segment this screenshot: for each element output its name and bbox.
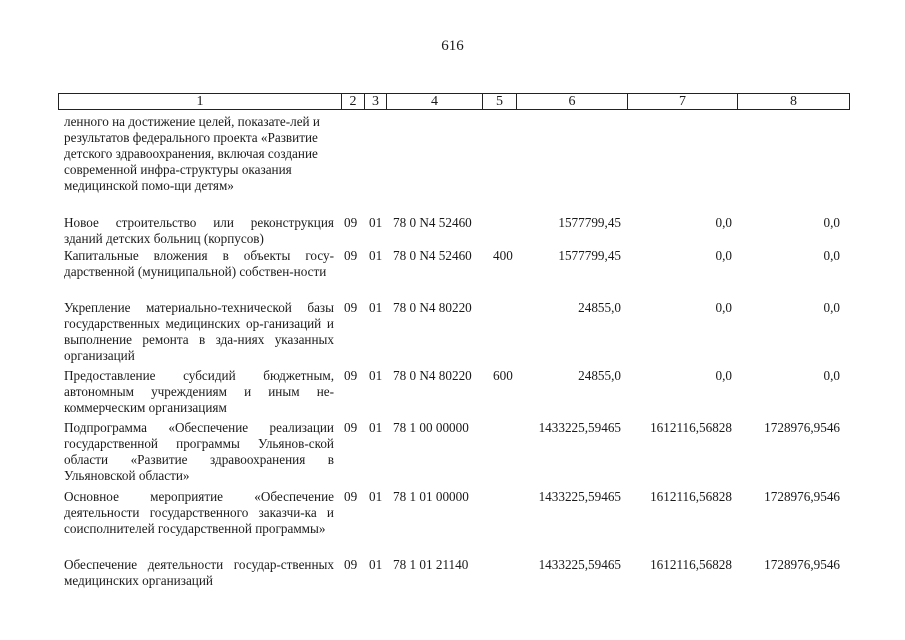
row-target-code: 78 0 N4 80220: [393, 300, 472, 315]
header-col-6: 6: [517, 94, 628, 109]
row-subsection: 01: [369, 489, 383, 504]
row-amount-col7: 1612116,56828: [650, 489, 732, 504]
row-subsection: 01: [369, 368, 383, 383]
table-row: [64, 300, 854, 368]
row-amount-col7: 0,0: [715, 248, 732, 263]
row-amount-col7: 0,0: [715, 368, 732, 383]
row-target-code: 78 0 N4 80220: [393, 368, 472, 383]
row-amount-col8: 0,0: [823, 248, 840, 263]
table-row: [64, 114, 854, 215]
table-row: [64, 248, 854, 300]
row-name: Предоставление субсидий бюджетным, автономным учреждениям и иным не-коммерческим организациям: [64, 368, 334, 415]
header-col-1: 1: [59, 94, 342, 109]
row-target-code: 78 1 00 00000: [393, 420, 469, 435]
row-name: Капитальные вложения в объекты госу-дарственной (муниципальной) собствен-ности: [64, 248, 334, 279]
row-subsection: 01: [369, 215, 383, 230]
row-target-code: 78 0 N4 52460: [393, 215, 472, 230]
row-subsection: 01: [369, 248, 383, 263]
row-amount-col7: 0,0: [715, 300, 732, 315]
row-name: Укрепление материально-технической базы государственных медицинских ор-ганизаций и выполнение ремонта в зда-ниях указанных организаций: [64, 300, 334, 363]
row-section: 09: [344, 368, 358, 383]
row-subsection: 01: [369, 557, 383, 572]
row-expense-type: 400: [493, 248, 513, 263]
header-col-4: 4: [387, 94, 483, 109]
row-subsection: 01: [369, 420, 383, 435]
row-name: Новое строительство или реконструкция зданий детских больниц (корпусов): [64, 215, 334, 246]
row-target-code: 78 1 01 21140: [393, 557, 469, 572]
row-section: 09: [344, 489, 358, 504]
row-amount-col6: 24855,0: [578, 368, 621, 383]
row-subsection: 01: [369, 300, 383, 315]
table-row: [64, 420, 854, 489]
row-target-code: 78 0 N4 52460: [393, 248, 472, 263]
header-col-3: 3: [365, 94, 387, 109]
row-section: 09: [344, 557, 358, 572]
row-amount-col6: 1577799,45: [558, 215, 621, 230]
row-amount-col6: 1433225,59465: [538, 557, 621, 572]
row-section: 09: [344, 215, 358, 230]
row-amount-col6: 1433225,59465: [538, 489, 621, 504]
header-col-2: 2: [342, 94, 365, 109]
row-amount-col8: 1728976,9546: [764, 420, 840, 435]
row-amount-col8: 0,0: [823, 368, 840, 383]
row-name: Основное мероприятие «Обеспечение деятельности государственного заказчи-ка и соисполнителей государственной программы»: [64, 489, 334, 536]
table-body: [64, 114, 854, 591]
row-amount-col8: 1728976,9546: [764, 557, 840, 572]
table-row: [64, 489, 854, 557]
row-amount-col8: 0,0: [823, 300, 840, 315]
table-row: [64, 368, 854, 420]
row-name: Подпрограмма «Обеспечение реализации государственной программы Ульянов-ской области «Развитие здравоохранения в Ульяновской области»: [64, 420, 334, 483]
page-number: 616: [441, 38, 464, 54]
row-amount-col6: 24855,0: [578, 300, 621, 315]
row-amount-col6: 1577799,45: [558, 248, 621, 263]
table-row: [64, 557, 854, 591]
header-col-8: 8: [790, 94, 797, 109]
row-expense-type: 600: [493, 368, 513, 383]
row-target-code: 78 1 01 00000: [393, 489, 469, 504]
row-section: 09: [344, 420, 358, 435]
row-amount-col8: 1728976,9546: [764, 489, 840, 504]
row-section: 09: [344, 248, 358, 263]
header-col-7: 7: [628, 94, 738, 109]
row-name: Обеспечение деятельности государ-ственных медицинских организаций: [64, 557, 334, 588]
table-header: [58, 93, 850, 110]
row-amount-col8: 0,0: [823, 215, 840, 230]
row-amount-col7: 1612116,56828: [650, 420, 732, 435]
row-name: ленного на достижение целей, показате-лей и результатов федерального проекта «Развитие детского здравоохранения, включая создание современной инфра-структуры оказания медицинской помо-щи детям»: [64, 114, 320, 193]
row-amount-col6: 1433225,59465: [538, 420, 621, 435]
row-amount-col7: 1612116,56828: [650, 557, 732, 572]
row-amount-col7: 0,0: [715, 215, 732, 230]
row-section: 09: [344, 300, 358, 315]
table-row: [64, 215, 854, 248]
header-col-5: 5: [483, 94, 517, 109]
